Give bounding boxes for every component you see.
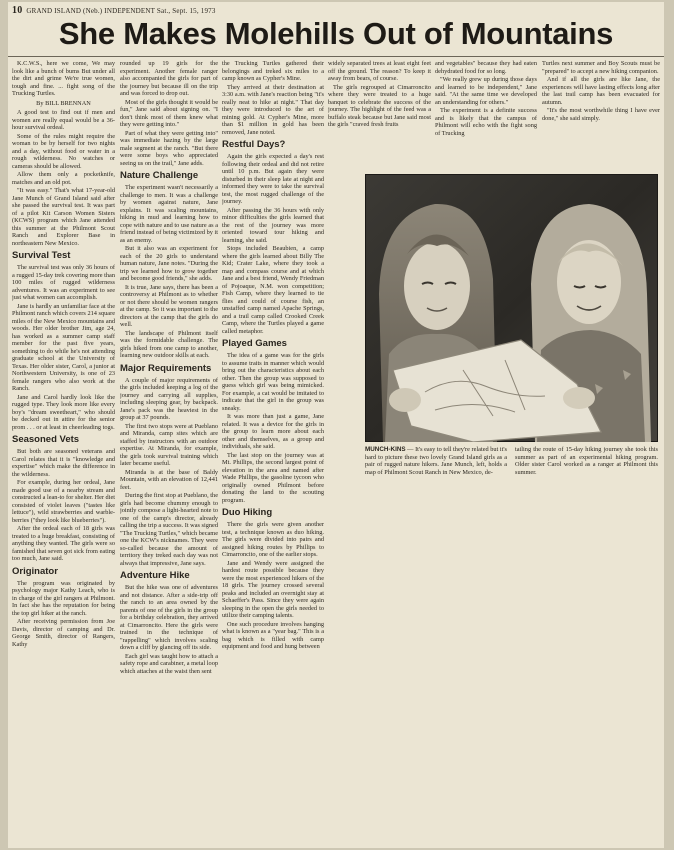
paragraph: A good test to find out if men and women are really equal would be a 36-hour survival ordeal. [12, 109, 115, 131]
article-column-1 [12, 60, 115, 848]
left-girl-face [404, 242, 470, 330]
subheading: Duo Hiking [222, 507, 273, 518]
paragraph: Stops included Beaubien, a camp where the girls learned about Billy The Kid; Crater Lake, where they took a map and compass course and at which Jane and a best friend, Wendy Friedman of Pojoaque, N.M. won competition; Fish Camp, where they learned to tie flies and could of course fish, an unstaffed camp named Apache Springs, and a trail camp called Crooked Creek Camp, where the Turtles played a game called metaphor. [222, 245, 324, 335]
paragraph: Miranda is at the base of Baldy Mountain, with an elevation of 12,441 feet. [120, 468, 218, 491]
caption-text-left: — It's easy to tell they're related but it's hard to picture these two lovely Grand Island girls as a pair of rugged nature hikers. Jane Munch, left, holds a map of Philmont Scout Ranch in New Mexico, de- [365, 446, 507, 476]
paragraph: Some of the rules might require the woman to be by herself for two nights and a day, without food or water in a rough wilderness. No watches or cameras should be allowed. [12, 132, 115, 170]
left-hand [389, 388, 421, 412]
paragraph: Jane and Wendy were assigned the hardest route possible because they were the most experienced hikers of the 18 girls. The journey crossed several peaks and included an overnight stay at Schaeffer's Pass. Since they were again sleeping in the open the girls needed to utilize their camping talents. [222, 559, 324, 619]
paragraph: The experiment is a definite success and is likely that the campus of Philmont will echo with the fight song of Trucking [435, 107, 537, 137]
page-number: 10 [12, 5, 23, 16]
paragraph: After passing the 36 hours with only minor difficulties the girls learned that the rest of the journey was more oriented toward tour hiking and learning, she said. [222, 206, 324, 244]
paragraph: The survival test was only 36 hours of a rugged 15-day trek covering more than 100 miles of rugged wilderness adventures. It was an experiment to see just what women can accomplish. [12, 264, 115, 301]
paragraph: It was more than just a game, Jane related. It was a device for the girls in the group to learn more about each other and themselves, as a group and individuals, she said. [222, 413, 324, 450]
subheading: Played Games [222, 338, 287, 349]
paragraph: "It was easy." That's what 17-year-old Jane Munch of Grand Island said after she passed the survival test. It was part of a pilot Kit Carson Women Sisters (KCWS) program which Jane attended this summer at the Philmont Scout Ranch and Explorer Base in northeastern New Mexico. [12, 187, 115, 247]
paragraph: But it also was an experiment for each of the 20 girls to understand human nature, Jane notes. "During the trip we learned how to grow together and become good friends," she adds. [120, 245, 218, 282]
paragraph: After receiving permission from Joe Davis, director of camping and Dr. George Smith, director of Rangers, Kathy [12, 618, 115, 648]
headline-rule [8, 56, 664, 57]
paragraph: and vegetables" because they had eaten dehydrated food for so long. [435, 60, 537, 75]
paragraph: rounded up 19 girls for the experiment. Another female ranger also accompanied the girls for part of the journey but because ill on the trip and was forced to drop out. [120, 60, 218, 97]
headline: She Makes Molehills Out of Mountains [58, 16, 614, 51]
article-column-2 [120, 60, 218, 848]
paragraph: During the first stop at Pueblano, the girls had become chummy enough to jointly compose a light-hearted note to one of the camp's director, already calling the trip a success. It was signed "The Trucking Turtles," which became one the KCW's nicknames. They were so-called because the amount of territory they treked each day was not always that impressive, Jane says. [120, 492, 218, 567]
subheading: Nature Challenge [120, 170, 199, 181]
paragraph: Jane is hardly an unfamiliar face at the Philmont ranch which covers 214 square miles of the New Mexico mountains and woods. Her older brother Jim, age 24, has worked as a summer camp staff member for the past five years, something to do while he's not attending graduate school at the University of Texas. Her older sister, Carol, a junior at Northwestern University, is one of 23 female rangers who also work at the Ranch. [12, 302, 115, 392]
paragraph: the Trucking Turtles gathered their belongings and treked six miles to a camp known as Cypher's Mine. [222, 60, 324, 82]
paragraph: "It's the most worthwhile thing I have ever done," she said simply. [542, 107, 660, 122]
article-column-6 [542, 60, 660, 172]
newspaper-clipping [8, 2, 664, 848]
paragraph: But the hike was one of adventures and not distance. After a side-trip off the ranch to an area owned by the parents of one of the girls in the group for a birthday celebration, they arrived at Cimarroncito. Here the girls were trained in the technique of "rappelling" which involves scaling down a cliff by glancing off its side. [120, 584, 218, 651]
subheading: Restful Days? [222, 139, 286, 150]
byline: By BILL BRENNAN [36, 99, 91, 107]
right-girl-face [557, 240, 621, 324]
paragraph: Each girl was taught how to attach a safety rope and carabiner, a metal loop which attaches at the waist then sent [120, 652, 218, 675]
paragraph: The girls regrouped at Cimarroncito where they were treated to a huge banquet to celebrate the success of the journey. The highlight of the feed was a buffalo steak because but Jane said most the girls "craved fresh fruits [328, 83, 431, 128]
paragraph: The experiment wasn't necessarily a challenge to men. It was a challenge by women against nature, Jane explains. It was scaling mountains, hiking in mud and learning how to cope with nature and to use nature as a friend instead of being victimized by it as an enemy. [120, 184, 218, 244]
paragraph: Allow them only a pocketknife, matches and an old pot. [12, 171, 115, 186]
article-column-5 [435, 60, 537, 172]
paragraph: The idea of a game was for the girls to assume traits in manner which would bring out the characteristics about each other. Then the group was supposed to guess which girl was being mimicked. For example, a cat would be imitated to indicate that the girl in the group was sneaky. [222, 352, 324, 412]
paragraph: There the girls were given another test, a technique known as duo hiking. The girls were divided into pairs and assigned hiking routes by Phillips to Cimarroncito, one of the earlier stops. [222, 521, 324, 558]
paragraph: A couple of major requirements of the girls included keeping a log of the journey and carrying all supplies, including sleeping gear, by backpack. Jane's pack was the heaviest in the group at 37 pounds. [120, 376, 218, 421]
subheading: Adventure Hike [120, 570, 190, 581]
paragraph: Again the girls expected a day's rest following their ordeal and did not retire until 10 p.m. But again they were disturbed in their sleep late at night and informed they were to take the survival test, the most rugged challenge of the journey. [222, 153, 324, 205]
right-hand [563, 387, 595, 409]
paragraph: Turtles next summer and Boy Scouts must be "prepared" to accept a new hiking companion. [542, 60, 660, 75]
paragraph: The landscape of Philmont itself was the formidable challenge. The girls hiked from one camp to another, learning new outdoor skills at each. [120, 329, 218, 359]
caption-lead: MUNCH-KINS [365, 446, 406, 453]
paragraph: Jane and Carol hardly look like the rugged type. They look more like every boy's "dream sweetheart," who should be decked out in attire for the senior prom . . . or at least in cheerleading togs. [12, 393, 115, 431]
paragraph: One such procedure involves hanging what is known as a "year bag." This is a bag which is filled with camp equipment and food and hung between [222, 620, 324, 650]
photo-caption [365, 446, 658, 476]
paragraph: Part of what they were getting into" was immediate hazing by the large male segment at the ranch. "But there were some boys who appreciated seeing us on the trail," Jane adds. [120, 129, 218, 167]
paragraph: After the ordeal each of 18 girls was treated to a huge breakfast, consisting of anything they wanted. The girls were so famished that seven got sick from eating too much, Jane said. [12, 525, 115, 562]
paragraph: K.C.W.S., here we come, We may look like a bunch of bums But under all the dirt and grime We're true women, tough and fine. ... fight song of the Trucking Turtles. [12, 60, 115, 97]
subheading: Survival Test [12, 250, 71, 261]
paragraph: The first two stops were at Pueblano and Miranda, camp sites which are staffed by instructors with an outdoor expertise. At Miranda, for example, the girls took survival training which later became useful. [120, 422, 218, 467]
photo-two-sisters-with-map [365, 174, 658, 442]
paragraph: "We really grew up during those days and learned to be independent," Jane said. "At the same time we developed an understanding for others." [435, 76, 537, 106]
paragraph: And if all the girls are like Jane, the experiences will have lasting effects long after the last trail camp has been evacuated for autumn. [542, 76, 660, 106]
subheading: Originator [12, 565, 58, 577]
paragraph: The last stop on the journey was at Mt. Phillips, the second largest point of elevation in the area and named after Wade Phillips, the gasoline tycoon who originally owned Philmont before donating the land to the scouting program. [222, 451, 324, 504]
paragraph: They arrived at their destination at 3:30 a.m. with Jane's reaction being "it's really neat to hike at night." That day they were introduced to the art of mining gold. At Cypher's Mine, more than $1 million in gold has been removed, Jane noted. [222, 83, 324, 136]
caption-text-right: tailing the route of 15-day hiking journey she took this summer as part of an experimental hiking program. Older sister Carol worked as a ranger at Philmont this summer. [515, 446, 658, 476]
article-column-3 [222, 60, 324, 848]
dateline-text: GRAND ISLAND (Neb.) INDEPENDENT Sat., Sept. 15, 1973 [26, 7, 216, 15]
subheading: Major Requirements [120, 362, 212, 374]
paragraph: Most of the girls thought it would be fun," Jane said about signing on. "I don't think most of them knew what they were getting into." [120, 98, 218, 128]
paragraph: The program was originated by psychology major Kathy Leach, who is in charge of the girl rangers at Philmont. In fact she has the reputation for being the top girl hiker at the ranch. [12, 579, 115, 617]
paragraph: For example, during her ordeal, Jane made good use of a nearby stream and constructed a lean-to for shelter. Her diet consisted of violet leaves ("tastes like lettuce"), wild strawberries and warble-berries ("they look like blueberries"). [12, 479, 115, 524]
subheading: Seasoned Vets [12, 434, 80, 445]
paragraph: It is true, Jane says, there has been a controversy at Philmont as to whether or not there should be women rangers at the camp. So it was important to the directors at the camp that the girls do well. [120, 283, 218, 328]
paragraph: But both are seasoned veterans and Carol relates that it is "knowledge and expertise" which make the difference in the wilderness. [12, 448, 115, 478]
paragraph: widely separated trees at least eight feet off the ground. The reason? To keep it away from bears, of course. [328, 60, 431, 82]
